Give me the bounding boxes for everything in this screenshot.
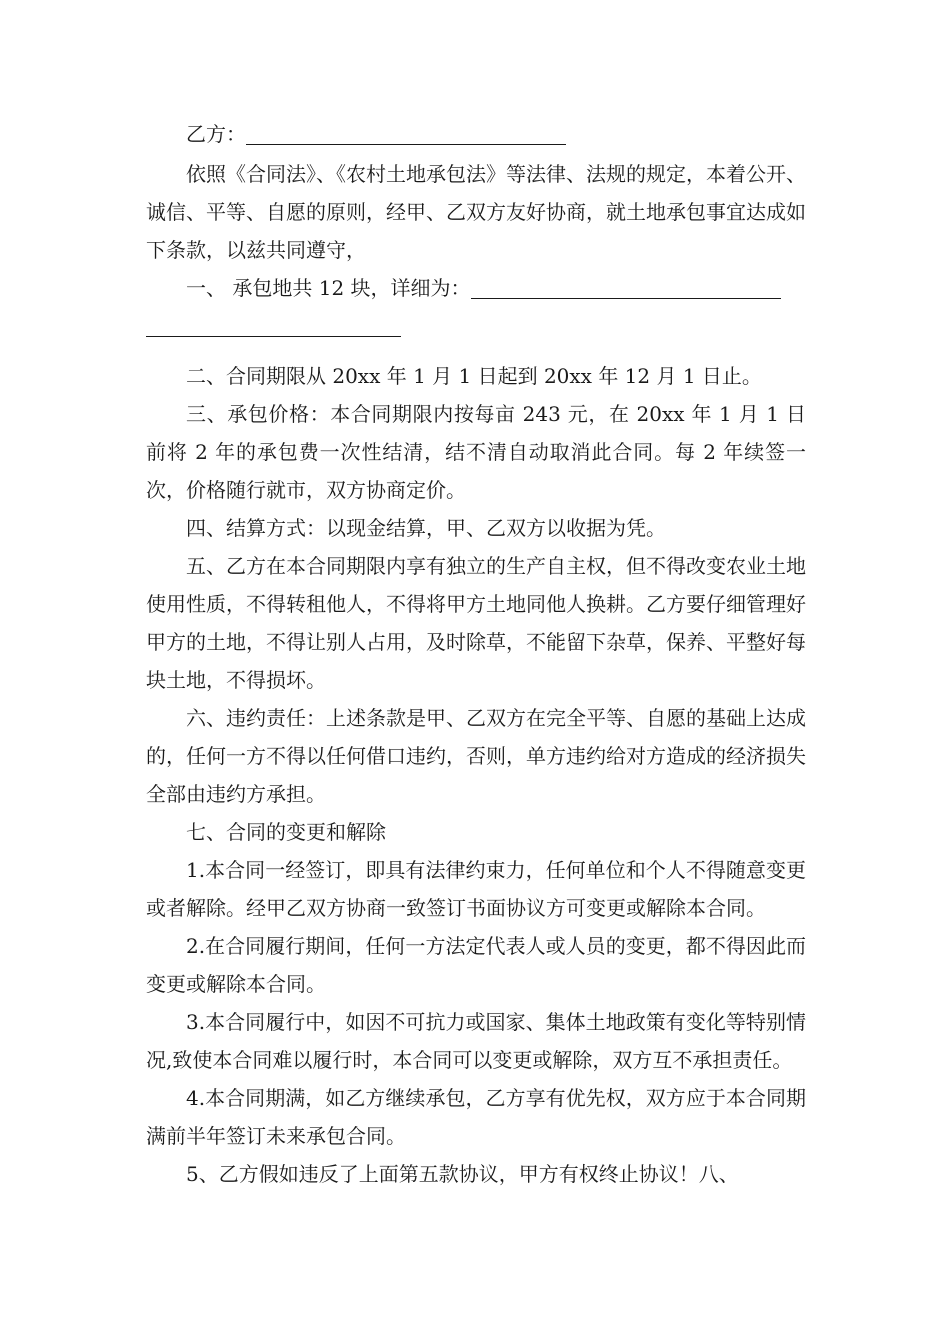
clause-4: 四、结算方式：以现金结算，甲、乙双方以收据为凭。 — [186, 516, 666, 540]
intro-paragraph: 依照《合同法》、《农村土地承包法》等法律、法规的规定，本着公开、诚信、平等、自愿的原则，经甲、乙双方友好协商，就土地承包事宜达成如下条款，以兹共同遵守， — [146, 162, 806, 262]
clause-1-blank-continued — [146, 312, 401, 337]
clause-7-item: 5、乙方假如违反了上面第五款协议，甲方有权终止协议！八、 — [186, 1162, 739, 1186]
party-b-label: 乙方： — [186, 122, 246, 146]
clause-1-text: 一、 承包地共 12 块，详细为： — [186, 276, 471, 300]
clause-5: 五、乙方在本合同期限内享有独立的生产自主权，但不得改变农业土地使用性质，不得转租他人，不得将甲方土地同他人换耕。乙方要仔细管理好甲方的土地，不得让别人占用，及时除草，不能留下杂草，保养、平整好每块土地，不得损坏。 — [146, 554, 806, 692]
clause-7-title: 七、合同的变更和解除 — [186, 820, 386, 844]
party-b-blank — [246, 120, 566, 145]
clause-6: 六、违约责任：上述条款是甲、乙双方在完全平等、自愿的基础上达成的，任何一方不得以任何借口违约，否则，单方违约给对方造成的经济损失全部由违约方承担。 — [146, 706, 806, 806]
clause-7-item: 3.本合同履行中，如因不可抗力或国家、集体土地政策有变化等特别情况,致使本合同难以履行时，本合同可以变更或解除，双方互不承担责任。 — [146, 1010, 806, 1072]
clause-1 — [146, 269, 806, 307]
clause-1-blank-row — [146, 307, 806, 345]
contract-body — [146, 115, 806, 1193]
clause-3: 三、承包价格：本合同期限内按每亩 243 元，在 20xx 年 1 月 1 日前将 2 年的承包费一次性结清，结不清自动取消此合同。每 2 年续签一次，价格随行就市，双方协商定价。 — [146, 402, 806, 502]
clause-7-item: 2.在合同履行期间，任何一方法定代表人或人员的变更，都不得因此而变更或解除本合同。 — [146, 934, 806, 996]
spacer — [146, 345, 806, 357]
clause-2: 二、合同期限从 20xx 年 1 月 1 日起到 20xx 年 12 月 1 日止。 — [186, 364, 762, 388]
party-b-line — [146, 115, 806, 153]
clause-7-item: 1.本合同一经签订，即具有法律约束力，任何单位和个人不得随意变更或者解除。经甲乙双方协商一致签订书面协议方可变更或解除本合同。 — [146, 858, 806, 920]
clause-7-item: 4.本合同期满，如乙方继续承包，乙方享有优先权，双方应于本合同期满前半年签订未来承包合同。 — [146, 1086, 806, 1148]
clause-1-blank — [471, 274, 781, 299]
